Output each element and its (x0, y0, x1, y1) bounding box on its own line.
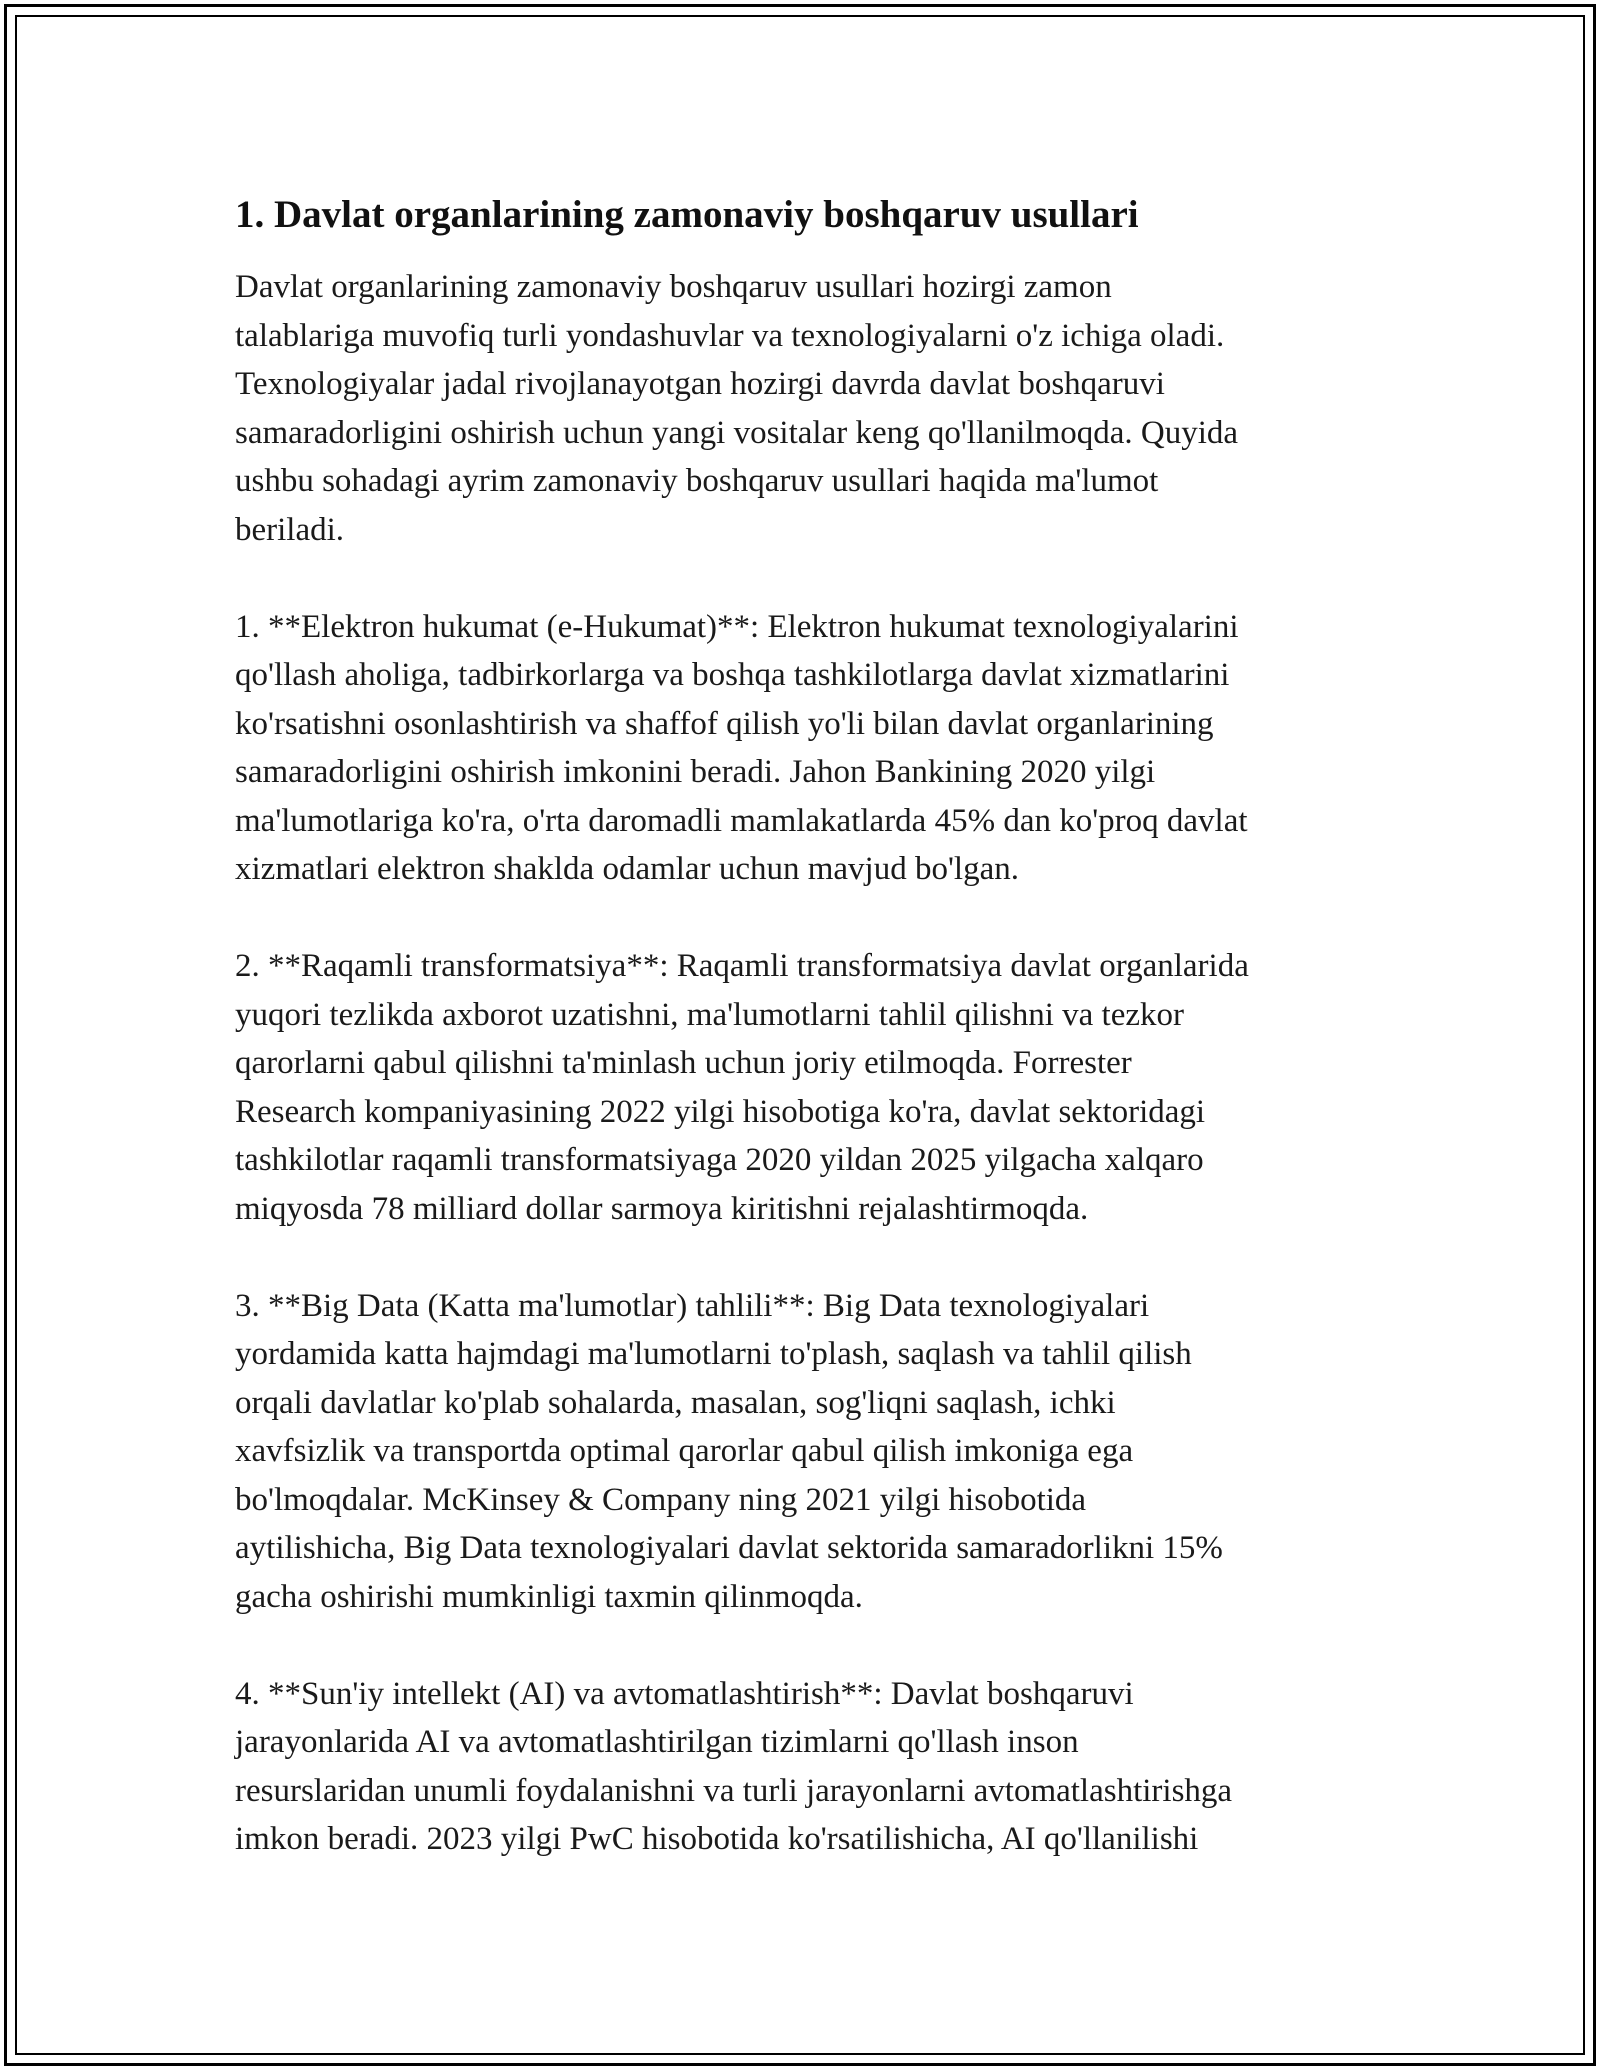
intro-paragraph: Davlat organlarining zamonaviy boshqaruv usullari hozirgi zamon talablariga muvofiq turli yondashuvlar va texnologiyalarni o'z ichiga oladi. Texnologiyalar jadal rivojlanayotgan hozirgi davrda davlat boshqaruvi samaradorligini oshirish uchun yangi vositalar keng qo'llanilmoqda. Quyida ushbu sohadagi ayrim zamonaviy boshqaruv usullari haqida ma'lumot beriladi. (235, 269, 1239, 548)
paragraph-big-data: 3. **Big Data (Katta ma'lumotlar) tahlili**: Big Data texnologiyalari yordamida katta hajmdagi ma'lumotlarni to'plash, saqlash va tahlil qilish orqali davlatlar ko'plab sohalarda, masalan, sog'liqni saqlash, ichki xavfsizlik va transportda optimal qarorlar qabul qilish imkoniga ega bo'lmoqdalar. McKinsey & Company ning 2021 yilgi hisobotida aytilishicha, Big Data texnologiyalari davlat sektorida samaradorlikni 15% gacha oshirishi mumkinligi taxmin qilinmoqda. (235, 1287, 1223, 1615)
document-body (235, 187, 1375, 1864)
paragraph-e-government: 1. **Elektron hukumat (e-Hukumat)**: Elektron hukumat texnologiyalarini qo'llash aholiga, tadbirkorlarga va boshqa tashkilotlarga davlat xizmatlarini ko'rsatishni osonlashtirish va shaffof qilish yo'li bilan davlat organlarining samaradorligini oshirish imkonini beradi. Jahon Bankining 2020 yilgi ma'lumotlariga ko'ra, o'rta daromadli mamlakatlarda 45% dan ko'proq davlat xizmatlari elektron shaklda odamlar uchun mavjud bo'lgan. (235, 608, 1248, 887)
paragraph-spacer (235, 1621, 1375, 1670)
document-title: 1. Davlat organlarining zamonaviy boshqaruv usullari (235, 193, 1139, 236)
paragraph-digital-transformation: 2. **Raqamli transformatsiya**: Raqamli transformatsiya davlat organlarida yuqori tezlikda axborot uzatishni, ma'lumotlarni tahlil qilishni va tezkor qarorlarni qabul qilishni ta'minlash uchun joriy etilmoqda. Forrester Research kompaniyasining 2022 yilgi hisobotiga ko'ra, davlat sektoridagi tashkilotlar raqamli transformatsiyaga 2020 yildan 2025 yilgacha xalqaro miqyosda 78 milliard dollar sarmoya kiritishni rejalashtirmoqda. (235, 948, 1249, 1227)
paragraph-spacer (235, 1233, 1375, 1282)
paragraph-ai-automation: 4. **Sun'iy intellekt (AI) va avtomatlashtirish**: Davlat boshqaruvi jarayonlarida AI va avtomatlashtirilgan tizimlarni qo'llash inson resurslaridan unumli foydalanishni va turli jarayonlarni avtomatlashtirishga imkon beradi. 2023 yilgi PwC hisobotida ko'rsatilishicha, AI qo'llanilishi (235, 1675, 1233, 1857)
paragraph-spacer (235, 554, 1375, 603)
paragraph-spacer (235, 894, 1375, 943)
